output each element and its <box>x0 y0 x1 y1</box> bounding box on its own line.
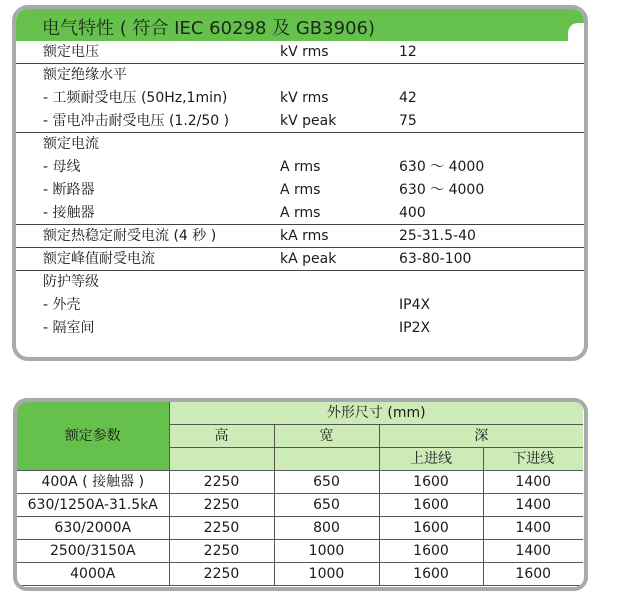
param-name: 额定峰值耐受电流 <box>43 251 155 267</box>
table-row <box>17 563 583 586</box>
empty-cell <box>274 448 379 471</box>
param-name: - 工频耐受电压 (50Hz,1min) <box>43 90 228 106</box>
row-lightning-impulse <box>16 110 584 133</box>
row-rated-current <box>16 133 584 156</box>
table-row <box>17 471 583 494</box>
empty-cell <box>169 448 274 471</box>
param-value: 12 <box>399 44 417 60</box>
param-value: 400 <box>399 205 426 221</box>
row-depth-bottom: 1400 <box>483 494 583 517</box>
row-depth-top: 1600 <box>379 471 483 494</box>
row-height: 2250 <box>169 563 274 586</box>
size-header: 外形尺寸 (mm) <box>169 402 583 425</box>
param-name: 额定绝缘水平 <box>43 67 127 83</box>
col-depth: 深 <box>379 425 583 448</box>
row-busbar <box>16 156 584 179</box>
row-width: 1000 <box>274 540 379 563</box>
row-height: 2250 <box>169 471 274 494</box>
row-contactor <box>16 202 584 225</box>
row-protection-degree <box>16 271 584 294</box>
param-unit: kV rms <box>280 44 329 60</box>
electrical-title: 电气特性 ( 符合 IEC 60298 及 GB3906) <box>42 18 375 39</box>
row-height: 2250 <box>169 517 274 540</box>
param-unit: A rms <box>280 182 321 198</box>
header-row-1 <box>17 402 583 425</box>
row-param: 2500/3150A <box>17 540 169 563</box>
row-depth-top: 1600 <box>379 494 483 517</box>
row-depth-top: 1600 <box>379 540 483 563</box>
param-value: 630 〜 4000 <box>399 159 485 175</box>
row-param: 630/2000A <box>17 517 169 540</box>
dimensions-panel <box>13 398 588 591</box>
row-depth-top: 1600 <box>379 563 483 586</box>
param-value: 63-80-100 <box>399 251 472 267</box>
electrical-header <box>16 9 584 41</box>
param-name: - 断路器 <box>43 182 95 198</box>
row-param: 400A ( 接触器 ) <box>17 471 169 494</box>
row-power-frequency <box>16 87 584 110</box>
param-value: IP2X <box>399 320 431 336</box>
header-corner <box>568 23 586 43</box>
table-row <box>17 494 583 517</box>
table-row <box>17 540 583 563</box>
row-width: 650 <box>274 494 379 517</box>
row-width: 800 <box>274 517 379 540</box>
param-name: - 接触器 <box>43 205 95 221</box>
electrical-characteristics-panel <box>12 5 588 361</box>
depth-bottom-entry: 下进线 <box>483 448 583 471</box>
row-height: 2250 <box>169 494 274 517</box>
col-width: 宽 <box>274 425 379 448</box>
row-width: 650 <box>274 471 379 494</box>
row-rated-voltage <box>16 41 584 64</box>
param-name: - 母线 <box>43 159 81 175</box>
row-depth-bottom: 1600 <box>483 563 583 586</box>
row-between-compartments <box>16 317 584 340</box>
param-unit: kV peak <box>280 113 337 129</box>
param-unit: kA peak <box>280 251 337 267</box>
row-height: 2250 <box>169 540 274 563</box>
param-value: 75 <box>399 113 417 129</box>
row-depth-bottom: 1400 <box>483 471 583 494</box>
row-param: 4000A <box>17 563 169 586</box>
param-name: 防护等级 <box>43 274 99 290</box>
row-width: 1000 <box>274 563 379 586</box>
depth-top-entry: 上进线 <box>379 448 483 471</box>
param-name: - 外壳 <box>43 297 81 313</box>
row-depth-top: 1600 <box>379 517 483 540</box>
param-value: 630 〜 4000 <box>399 182 485 198</box>
row-peak-withstand <box>16 248 584 271</box>
row-param: 630/1250A-31.5kA <box>17 494 169 517</box>
table-row <box>17 517 583 540</box>
row-enclosure <box>16 294 584 317</box>
row-depth-bottom: 1400 <box>483 517 583 540</box>
param-header: 额定参数 <box>17 402 169 471</box>
row-circuit-breaker <box>16 179 584 202</box>
param-unit: A rms <box>280 159 321 175</box>
param-name: 额定电压 <box>43 44 99 60</box>
param-value: IP4X <box>399 297 431 313</box>
param-name: 额定电流 <box>43 136 99 152</box>
param-unit: kV rms <box>280 90 329 106</box>
col-height: 高 <box>169 425 274 448</box>
row-insulation-level <box>16 64 584 87</box>
dimensions-table <box>17 402 583 586</box>
param-name: - 雷电冲击耐受电压 (1.2/50 ) <box>43 113 230 129</box>
param-unit: A rms <box>280 205 321 221</box>
electrical-rows <box>16 41 584 340</box>
row-short-time-withstand <box>16 225 584 248</box>
param-value: 42 <box>399 90 417 106</box>
param-name: - 隔室间 <box>43 320 95 336</box>
row-depth-bottom: 1400 <box>483 540 583 563</box>
param-name: 额定热稳定耐受电流 (4 秒 ) <box>43 228 217 244</box>
param-unit: kA rms <box>280 228 329 244</box>
param-value: 25-31.5-40 <box>399 228 476 244</box>
